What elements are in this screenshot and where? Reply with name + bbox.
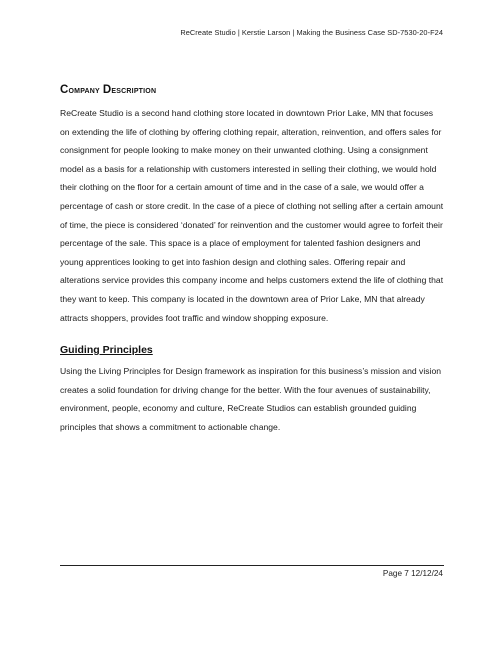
- guiding-principles-heading: Guiding Principles: [60, 344, 153, 356]
- guiding-principles-paragraph: Using the Living Principles for Design framework as inspiration for this business’s mission and vision creates a solid foundation for driving change for the better. With the four avenues of sustainability, environment, people, economy and culture, ReCreate Studios can establish grounded guiding principles that shows a commitment to actionable change.: [60, 366, 441, 432]
- company-description-paragraph: ReCreate Studio is a second hand clothing store located in downtown Prior Lake, MN that focuses on extending the life of clothing by offering clothing repair, alteration, reinvention, and offers sales for consignment for people looking to make money on their unwanted clothing. Using a consignment model as a basis for a relationship with customers interested in selling their clothing, we would hold their clothing on the floor for a certain amount of time and in the case of a sale, we would offer a percentage of cash or store credit. In the case of a piece of clothing not selling after a certain amount of time, the piece is considered ‘donated’ for reinvention and the customer would agree to forfeit their percentage of the sale. This space is a place of employment for talented fashion designers and young apprentices looking to get into fashion design and clothing sales. Offering repair and alterations service provides this company income and helps customers extend the life of clothing that they want to keep. This company is located in the downtown area of Prior Lake, MN that already attracts shoppers, provides foot traffic and window shopping exposure.: [60, 108, 444, 323]
- footer-divider: [60, 565, 444, 566]
- heading-rest-ompany: ompany: [68, 85, 103, 96]
- company-description-heading: [60, 84, 156, 96]
- running-header: ReCreate Studio | Kerstie Larson | Making the Business Case SD-7530-20-F24: [180, 28, 443, 37]
- page-number-footer: Page 7 12/12/24: [382, 569, 443, 578]
- heading-cap-c: C: [60, 84, 69, 96]
- heading-cap-d: D: [102, 84, 112, 96]
- heading-rest-escription: escription: [111, 85, 157, 96]
